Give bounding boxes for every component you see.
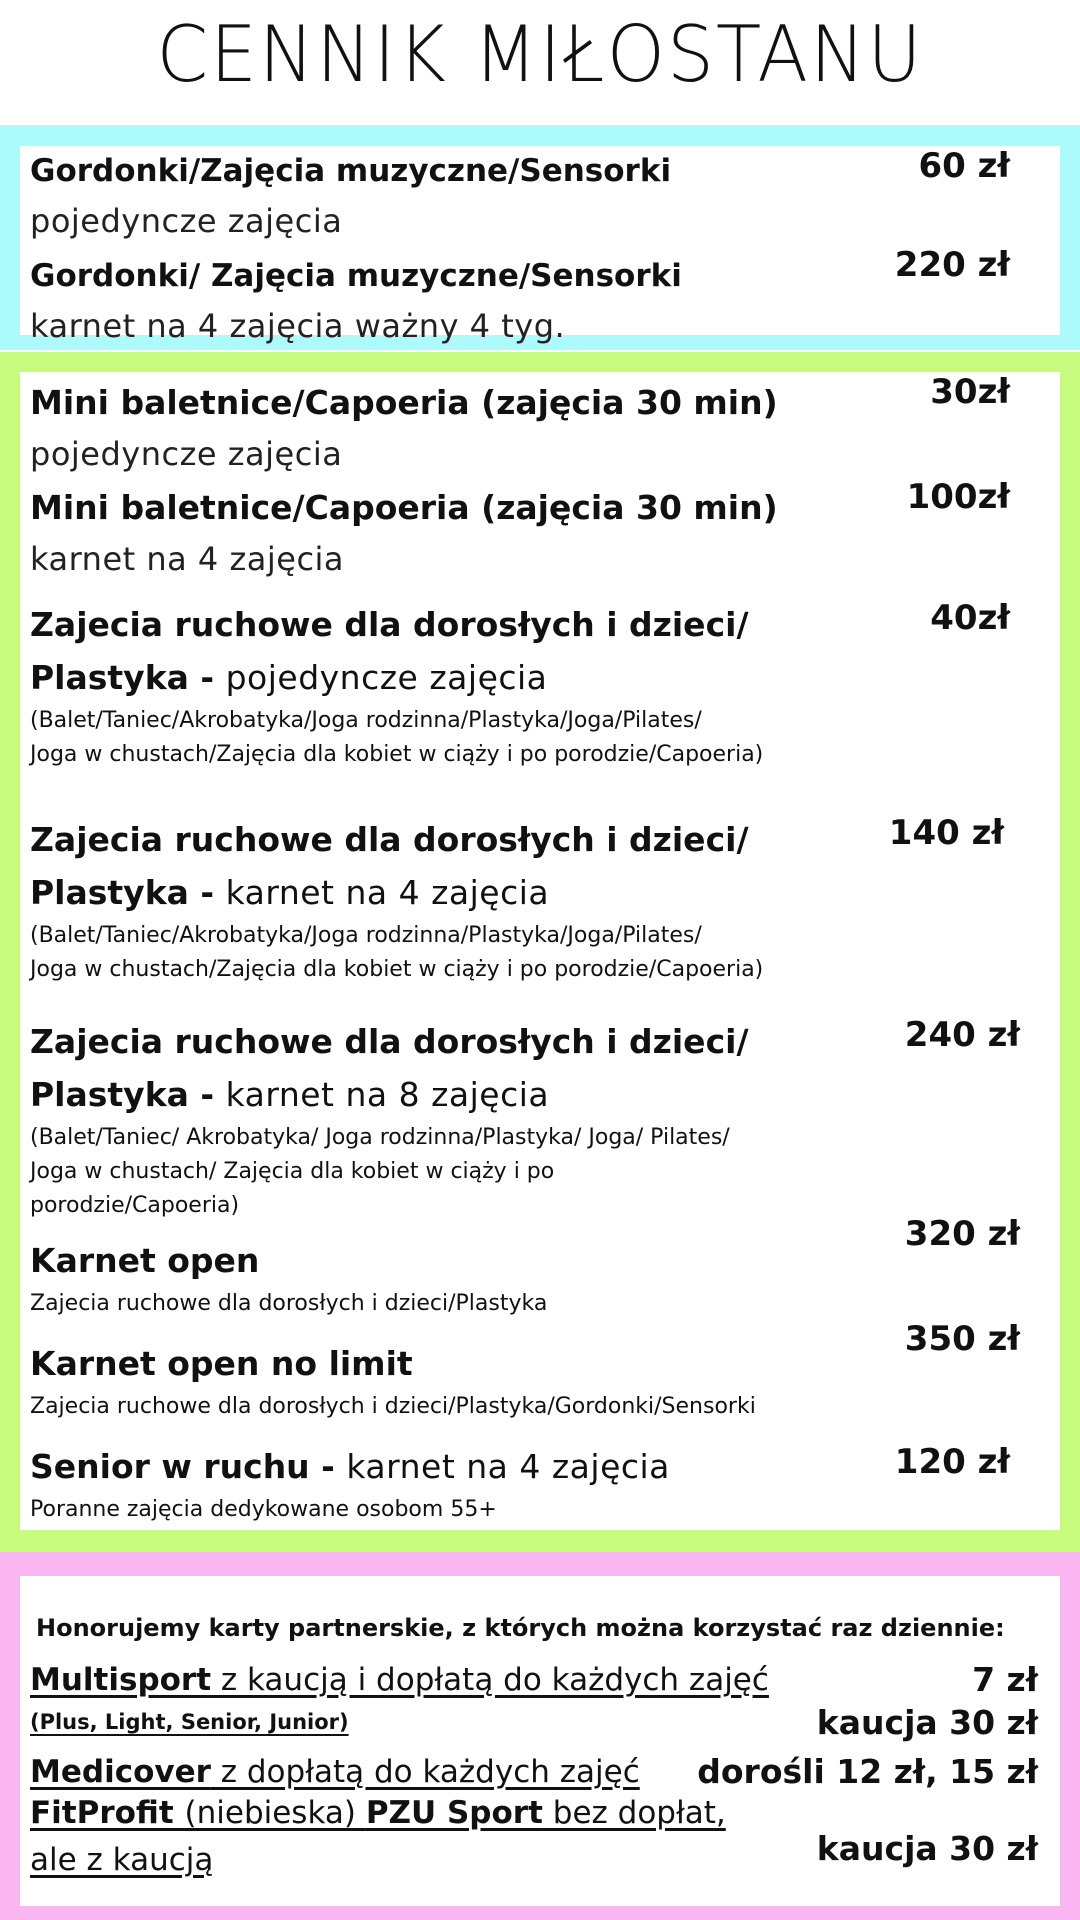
item-description: Zajecia ruchowe dla dorosłych i dzieci/Plastyka/Gordonki/Sensorki [30, 1394, 756, 1419]
item-subtitle [30, 1068, 1050, 1121]
item-price: 40zł [930, 598, 1010, 638]
item-price: 320 zł [904, 1214, 1020, 1254]
item-category: Plastyka - [30, 658, 226, 697]
item-category: Plastyka - [30, 873, 226, 912]
item-note: Joga w chustach/ Zajęcia dla kobiet w ciąży i po [30, 1159, 555, 1184]
item-price: 140 zł [888, 813, 1004, 853]
multisport-text: z kaucją i dopłatą do każdych zajęć [211, 1662, 769, 1698]
item-name: Gordonki/ Zajęcia muzyczne/Sensorki [30, 258, 682, 294]
item-name: Karnet open [30, 1241, 260, 1280]
multisport-variants: (Plus, Light, Senior, Junior) [30, 1710, 349, 1734]
multisport-line [30, 1658, 769, 1702]
item-description: Zajecia ruchowe dla dorosłych i dzieci/Plastyka [30, 1291, 548, 1316]
item-name: Mini baletnice/Capoeria (zajęcia 30 min) [30, 488, 778, 527]
medicover-text: z dopłatą do każdych zajęć [210, 1754, 640, 1790]
fitprofit-line [30, 1791, 726, 1835]
item-name: Zajecia ruchowe dla dorosłych i dzieci/ [30, 605, 749, 644]
price-item [30, 1319, 1050, 1424]
item-price: 60 zł [918, 146, 1010, 186]
section-partner-cards [0, 1552, 1080, 1920]
item-note: porodzie/Capoeria) [30, 1193, 240, 1218]
item-subtitle [30, 866, 1050, 919]
pzu-sport-brand: PZU Sport [365, 1795, 543, 1831]
item-price: 120 zł [894, 1442, 1010, 1482]
fitprofit-brand: FitProfit [30, 1795, 185, 1831]
price-item [30, 146, 1050, 246]
page-title: CENNIK MIŁOSTANU [156, 9, 924, 100]
item-price: 30zł [930, 372, 1010, 412]
item-note: Poranne zajęcia dedykowane osobom 55+ [30, 1497, 497, 1522]
item-note: (Balet/Taniec/Akrobatyka/Joga rodzinna/Plastyka/Joga/Pilates/ [30, 708, 702, 733]
item-description: pojedyncze zajęcia [225, 658, 548, 697]
partner-heading: Honorujemy karty partnerskie, z których można korzystać raz dziennie: [36, 1614, 1005, 1642]
item-name: Gordonki/Zajęcia muzyczne/Sensorki [30, 153, 672, 189]
section-panel [20, 1576, 1060, 1906]
item-description: karnet na 4 zajęcia [30, 540, 345, 578]
item-name: Zajecia ruchowe dla dorosłych i dzieci/ [30, 820, 749, 859]
multisport-deposit: kaucja 30 zł [816, 1703, 1038, 1742]
fitprofit-text: bez dopłat, [542, 1795, 726, 1831]
section-music-classes [0, 125, 1080, 350]
fitprofit-line-2: ale z kaucją [30, 1842, 214, 1878]
item-price: 100zł [906, 477, 1010, 517]
item-price: 240 zł [904, 1015, 1020, 1055]
multisport-price: 7 zł [972, 1660, 1038, 1699]
fitprofit-paren: (niebieska) [184, 1795, 366, 1831]
item-price: 350 zł [904, 1319, 1020, 1359]
item-note: Joga w chustach/Zajęcia dla kobiet w ciąży i po porodzie/Capoeria) [30, 742, 764, 767]
section-movement-classes [0, 352, 1080, 1552]
price-item [30, 1440, 1050, 1527]
price-item [30, 245, 1050, 351]
item-note: (Balet/Taniec/ Akrobatyka/ Joga rodzinna/Plastyka/ Joga/ Pilates/ [30, 1125, 730, 1150]
item-description: karnet na 4 zajęcia [225, 873, 550, 912]
medicover-brand: Medicover [30, 1754, 211, 1790]
fitprofit-deposit: kaucja 30 zł [816, 1829, 1038, 1868]
item-description: pojedyncze zajęcia [30, 435, 343, 473]
item-description: pojedyncze zajęcia [30, 202, 343, 240]
item-description: karnet na 8 zajęcia [225, 1075, 550, 1114]
item-category: Plastyka - [30, 1075, 226, 1114]
item-name: Mini baletnice/Capoeria (zajęcia 30 min) [30, 383, 778, 422]
price-item [30, 372, 1050, 479]
item-subtitle [30, 651, 1050, 704]
item-name: Karnet open no limit [30, 1344, 413, 1383]
price-item [30, 1214, 1050, 1321]
price-item [30, 598, 1050, 772]
item-name: Zajecia ruchowe dla dorosłych i dzieci/ [30, 1022, 749, 1061]
section-panel [20, 372, 1060, 1530]
price-item [30, 813, 1050, 987]
medicover-price: dorośli 12 zł, 15 zł [697, 1752, 1038, 1791]
medicover-line [30, 1750, 640, 1794]
item-note: Joga w chustach/Zajęcia dla kobiet w ciąży i po porodzie/Capoeria) [30, 957, 764, 982]
item-price: 220 zł [894, 245, 1010, 285]
section-panel [20, 146, 1060, 345]
price-item [30, 1015, 1050, 1223]
item-description: karnet na 4 zajęcia ważny 4 tyg. [30, 307, 566, 345]
item-description: karnet na 4 zajęcia [346, 1447, 670, 1486]
price-item [30, 477, 1050, 584]
multisport-brand: Multisport [30, 1662, 212, 1698]
item-category: Senior w ruchu - [30, 1447, 347, 1486]
item-note: (Balet/Taniec/Akrobatyka/Joga rodzinna/Plastyka/Joga/Pilates/ [30, 923, 702, 948]
